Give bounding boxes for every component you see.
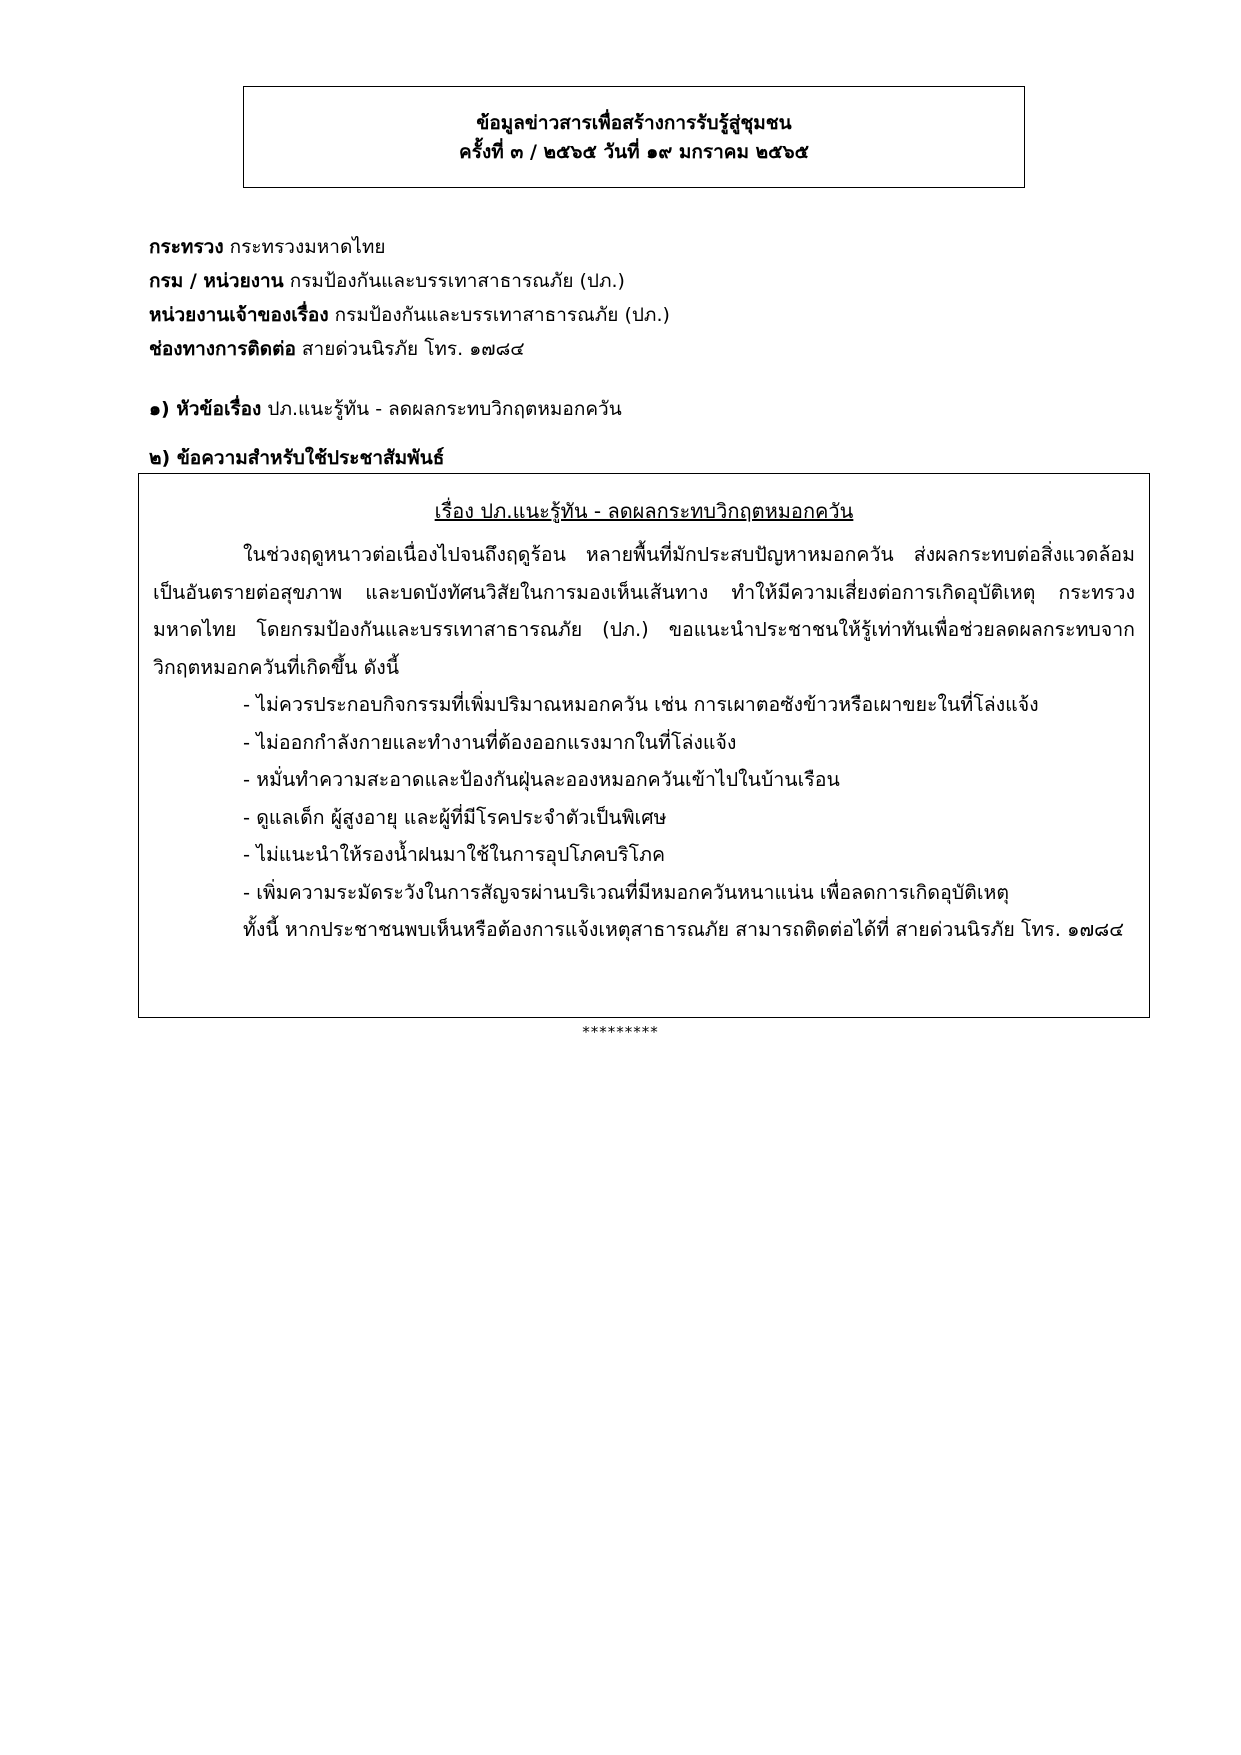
contact-row [149, 332, 1109, 366]
department-label: กรม / หน่วยงาน [149, 270, 284, 292]
message-intro: ในช่วงฤดูหนาวต่อเนื่องไปจนถึงฤดูร้อน หลายพื้นที่มักประสบปัญหาหมอกควัน ส่งผลกระทบต่อสิ่งแวดล้อม เป็นอันตรายต่อสุขภาพ และบดบังทัศนวิสัยในการมองเห็นเส้นทาง ทำให้มีความเสี่ยงต่อการเกิดอุบัติเหตุ กระทรวงมหาดไทย โดยกรมป้องกันและบรรเทาสาธารณภัย (ปภ.) ขอแนะนำประชาชนให้รู้เท่าทันเพื่อช่วยลดผลกระทบจากวิกฤตหมอกควันที่เกิดขึ้น ดังนี้ [153, 543, 1135, 679]
message-box [138, 473, 1150, 1018]
department-row [149, 264, 1109, 298]
title-box [243, 86, 1025, 188]
topic-value: ปภ.แนะรู้ทัน - ลดผลกระทบวิกฤตหมอกควัน [267, 398, 622, 420]
bullet-item: - ไม่แนะนำให้รองน้ำฝนมาใช้ในการอุปโภคบริโภค [243, 843, 665, 866]
contact-label: ช่องทางการติดต่อ [149, 338, 296, 360]
section2-heading: ๒) ข้อความสำหรับใช้ประชาสัมพันธ์ [149, 447, 445, 469]
topic-label: ๑) หัวข้อเรื่อง [149, 398, 262, 420]
bullet-item: - หมั่นทำความสะอาดและป้องกันฝุ่นละอองหมอกควันเข้าไปในบ้านเรือน [243, 768, 840, 791]
owner-label: หน่วยงานเจ้าของเรื่อง [149, 304, 329, 326]
message-title: เรื่อง ปภ.แนะรู้ทัน - ลดผลกระทบวิกฤตหมอกควัน [434, 499, 854, 523]
issue-date-line: ครั้งที่ ๓ / ๒๕๖๕ วันที่ ๑๙ มกราคม ๒๕๖๕ [459, 141, 809, 163]
message-closing: ทั้งนี้ หากประชาชนพบเห็นหรือต้องการแจ้งเหตุสาธารณภัย สามารถติดต่อได้ที่ สายด่วนนิรภัย โทร. ๑๗๘๔ [243, 918, 1124, 941]
meta-info [149, 230, 1109, 366]
ministry-value: กระทรวงมหาดไทย [229, 236, 386, 258]
ministry-label: กระทรวง [149, 236, 224, 258]
end-marker: ********* [582, 1023, 659, 1041]
bullet-item: - เพิ่มความระมัดระวังในการสัญจรผ่านบริเวณที่มีหมอกควันหนาแน่น เพื่อลดการเกิดอุบัติเหตุ [243, 880, 1010, 904]
bullet-item: - ไม่ควรประกอบกิจกรรมที่เพิ่มปริมาณหมอกควัน เช่น การเผาตอซังข้าวหรือเผาขยะในที่โล่งแจ้ง [243, 693, 1039, 716]
ministry-row [149, 230, 1109, 264]
bullet-item: - ไม่ออกกำลังกายและทำงานที่ต้องออกแรงมากในที่โล่งแจ้ง [243, 730, 737, 754]
contact-value: สายด่วนนิรภัย โทร. ๑๗๘๔ [301, 338, 525, 360]
document-title: ข้อมูลข่าวสารเพื่อสร้างการรับรู้สู่ชุมชน [476, 112, 792, 134]
bullet-item: - ดูแลเด็ก ผู้สูงอายุ และผู้ที่มีโรคประจำตัวเป็นพิเศษ [243, 805, 667, 829]
owner-row [149, 298, 1109, 332]
department-value: กรมป้องกันและบรรเทาสาธารณภัย (ปภ.) [289, 270, 625, 292]
owner-value: กรมป้องกันและบรรเทาสาธารณภัย (ปภ.) [334, 304, 670, 326]
topic-row [149, 394, 622, 424]
